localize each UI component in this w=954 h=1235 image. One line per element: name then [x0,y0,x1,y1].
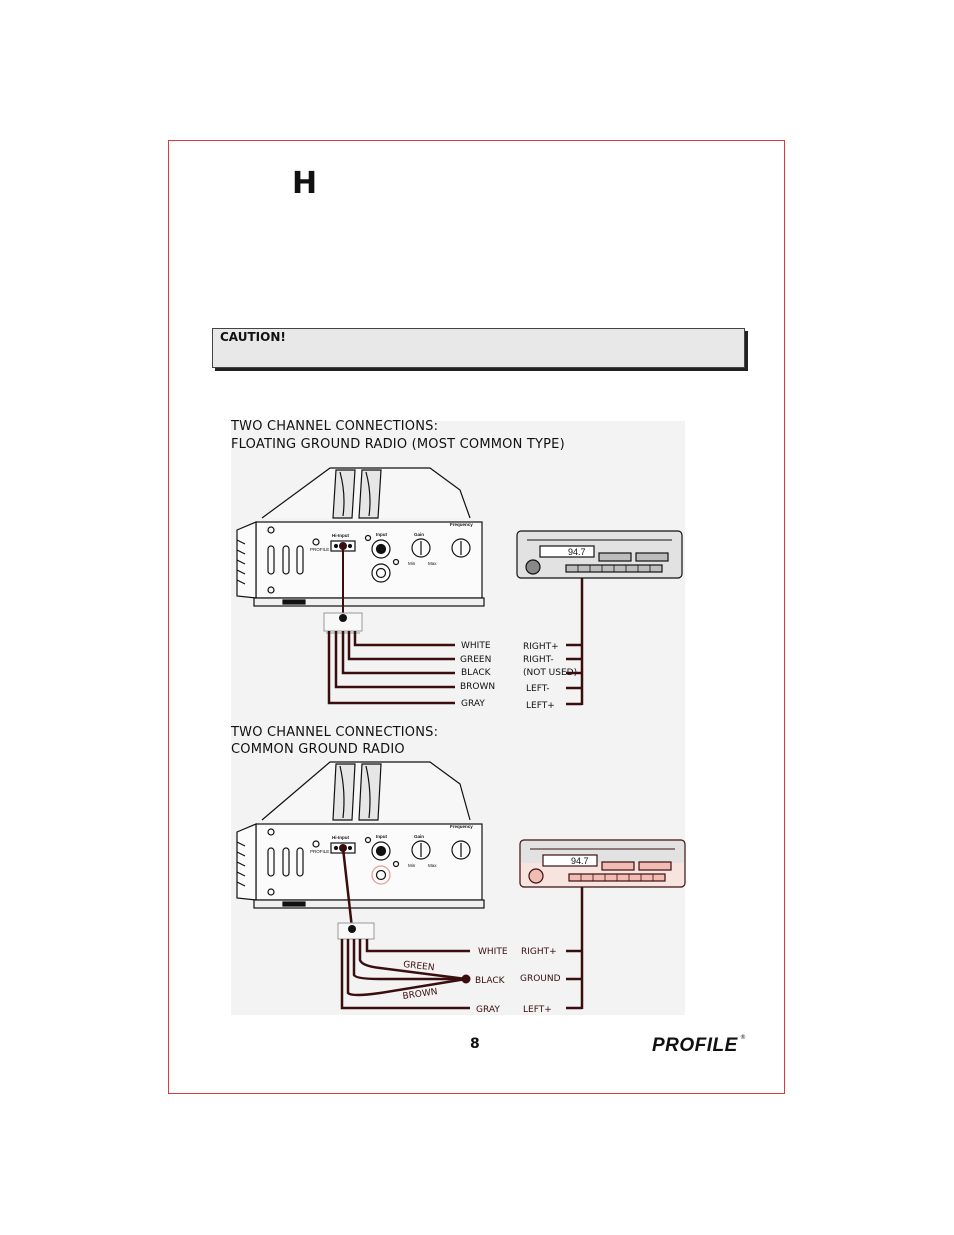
svg-text:LEFT+: LEFT+ [526,701,555,711]
wire2-label-white: WHITE [478,947,508,957]
wire-label-white: WHITE [461,641,491,651]
wire-label-green: GREEN [460,655,492,665]
svg-text:Min: Min [408,561,416,566]
radio-1 [517,531,682,578]
svg-text:PROFILE: PROFILE [310,547,330,552]
page-number: 8 [470,1036,480,1052]
svg-text:Gain: Gain [414,532,425,537]
diagram2-radio-harness [566,887,582,1009]
svg-text:Frequency: Frequency [450,824,473,829]
svg-text:LEFT-: LEFT- [526,684,550,694]
svg-text:Hi-Input: Hi-Input [332,835,349,840]
svg-text:Input: Input [376,834,387,839]
radio-2 [520,840,685,887]
svg-text:LEFT+: LEFT+ [523,1005,552,1015]
svg-text:Hi-Input: Hi-Input [332,533,349,538]
diagram1-radio-harness [566,578,582,705]
registered-mark: ® [740,1034,746,1041]
wire-label-black: BLACK [461,668,491,678]
svg-text:Gain: Gain [414,834,425,839]
diagram2-terminal-labels [520,947,561,1015]
wire2-label-gray: GRAY [476,1005,500,1015]
svg-text:Frequency: Frequency [450,522,473,527]
wire-label-brown: BROWN [460,682,496,692]
diagram2-title-line2: COMMON GROUND RADIO [231,742,405,757]
profile-logo [652,1033,744,1055]
svg-text:RIGHT+: RIGHT+ [521,947,557,957]
section-heading-letter: H [292,166,318,201]
svg-text:Max: Max [428,561,437,566]
diagram2-title-line1: TWO CHANNEL CONNECTIONS: [231,725,439,740]
wire2-label-green: GREEN [402,960,435,974]
diagram1-title-line2: FLOATING GROUND RADIO (MOST COMMON TYPE) [231,437,565,452]
diagram1-title-line1: TWO CHANNEL CONNECTIONS: [231,419,439,434]
svg-text:RIGHT+: RIGHT+ [523,642,559,652]
svg-text:Min: Min [408,863,416,868]
svg-text:Input: Input [376,532,387,537]
wire2-label-black: BLACK [475,976,505,986]
svg-text:(NOT USED): (NOT USED) [523,668,578,678]
diagram1-terminal-labels [523,642,577,711]
caution-label: CAUTION! [220,330,286,344]
radio-1-display: 94.7 [568,547,586,557]
radio-2-display: 94.7 [571,856,589,866]
wire-label-gray: GRAY [461,699,485,709]
diagram1-wire-labels [460,641,495,709]
svg-text:Max: Max [428,863,437,868]
svg-text:RIGHT-: RIGHT- [523,655,554,665]
svg-text:PROFILE: PROFILE [652,1035,738,1055]
svg-text:GROUND: GROUND [520,974,561,984]
wire2-label-brown: BROWN [402,987,439,1002]
svg-text:PROFILE: PROFILE [310,849,330,854]
amplifier-1 [237,468,484,606]
amplifier-2 [237,762,484,908]
